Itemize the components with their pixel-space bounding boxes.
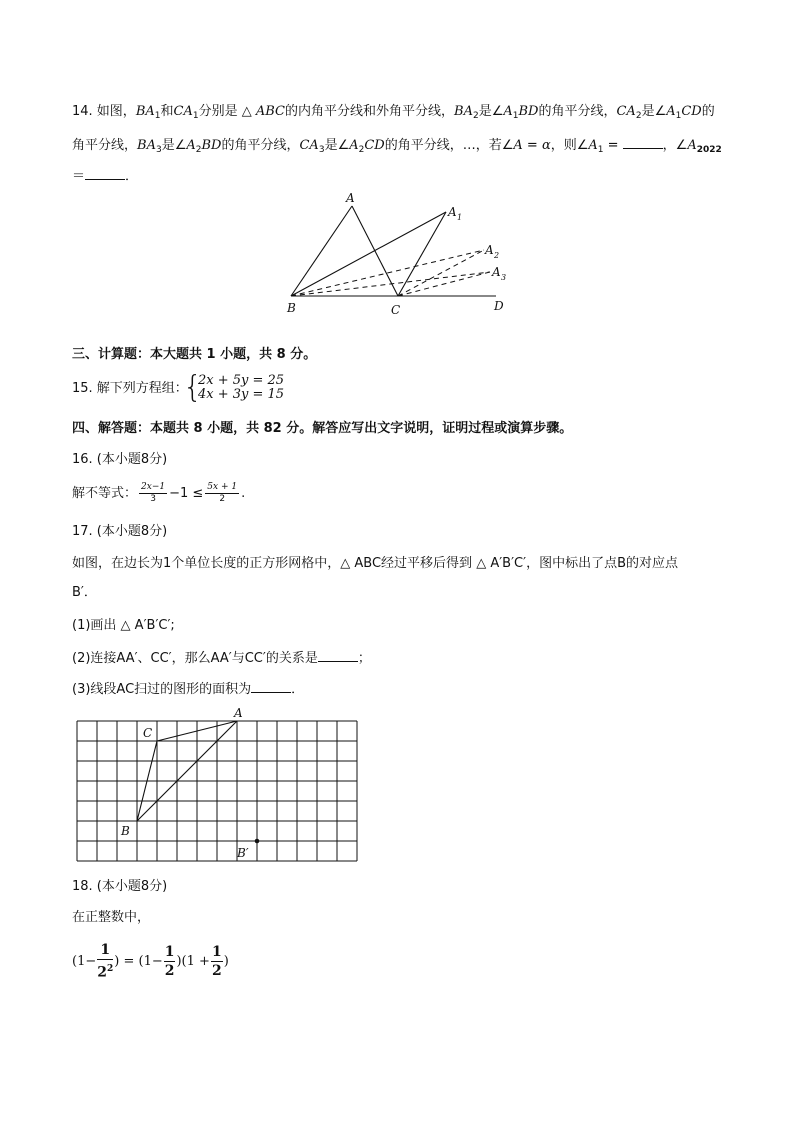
q15-prefix: 15. 解下列方程组： <box>72 381 188 396</box>
q15-equation-1: 2x + 5y = 25 <box>198 373 285 388</box>
segment-BA <box>291 206 352 296</box>
segment-BA3 <box>291 272 490 296</box>
point-B-prime <box>255 839 260 844</box>
q16-inequality: 解不等式： $\frac{2x-1}{3}$ −1 ≤ $\frac{5x + 1}{2}$ . <box>72 482 246 504</box>
q18-heading: 18. (本小题8分) <box>72 879 168 894</box>
answer-blank-area[interactable] <box>251 680 291 693</box>
q17-paragraph-2: B′． <box>72 585 97 600</box>
label-A: A <box>346 191 355 205</box>
label-C: C <box>391 303 401 317</box>
segment-BA2 <box>291 250 484 296</box>
q14-line-1: 14. 如图，$BA_1$和$CA_1$分别是 △ ABC的内角平分线和外角平分线，$BA_2$是$\angle A_1BD$的角平分线，$CA_2$是$\angle A_1CD$的 <box>72 104 715 121</box>
q18-paragraph-1: 在正整数中， <box>72 910 151 925</box>
label-A3-sub: 3 <box>501 273 507 282</box>
figure-17-grid <box>60 703 370 865</box>
label-A3: A <box>492 265 501 279</box>
q17-heading: 17. (本小题8分) <box>72 524 168 539</box>
fraction-right: $\frac{5x + 1}{2}$ <box>207 482 238 504</box>
label-B: B <box>121 824 130 838</box>
label-A2: A <box>485 243 494 257</box>
answer-blank-a2022[interactable] <box>85 167 125 180</box>
label-A: A <box>234 706 243 720</box>
answer-blank-a1[interactable] <box>623 136 663 149</box>
fraction-left: $\frac{2x-1}{3}$ <box>141 482 166 504</box>
section-4-title: 四、解答题：本题共 8 小题，共 82 分。解答应写出文字说明，证明过程或演算步骤。 <box>72 421 573 436</box>
fraction-1-over-2-a: $\frac{1}{2}$ <box>164 944 175 979</box>
label-A1-sub: 1 <box>457 213 463 222</box>
figure-14-angle-bisectors <box>280 188 520 318</box>
q17-paragraph-1: 如图，在边长为1个单位长度的正方形网格中，△ ABC经过平移后得到 △ A′B′C′，图中标出了点B的对应点 <box>72 556 678 571</box>
segment-CA3 <box>398 272 490 296</box>
label-A1: A <box>448 205 457 219</box>
segment-BA1 <box>291 212 446 296</box>
q17-subquestion-2: (2)连接AA′、CC′，那么AA′与CC′的关系是 ； <box>72 651 371 666</box>
answer-blank-relation[interactable] <box>318 649 358 662</box>
q17-subquestion-3: (3)线段AC扫过的图形的面积为 ． <box>72 682 305 697</box>
q18-formula: (1− $\frac{1}{2^2}$ ) = (1− $\frac{1}{2}$ )(1 + $\frac{1}{2}$ ) <box>72 942 229 981</box>
q17-subquestion-1: (1)画出 △ A′B′C′; <box>72 618 175 633</box>
label-B-prime: B′ <box>237 846 249 860</box>
q16-heading: 16. (本小题8分) <box>72 452 168 467</box>
q15-equation-2: 4x + 3y = 15 <box>198 387 285 402</box>
q14-line-3: ＝ ． <box>72 169 139 184</box>
label-B: B <box>287 301 296 315</box>
q14-line-2: 角平分线，$BA_3$是$\angle A_2BD$的角平分线，$CA_3$是$\angle A_2CD$的角平分线，…，若∠A = α，则$\angle A_1$ = ，$\angle A_{2022}$ <box>72 138 722 155</box>
label-C: C <box>143 726 153 740</box>
fraction-1-over-2-b: $\frac{1}{2}$ <box>211 944 222 979</box>
square-grid <box>77 721 357 861</box>
label-A2-sub: 2 <box>494 251 500 260</box>
equation-system-brace: { <box>183 370 203 405</box>
section-3-title: 三、计算题：本大题共 1 小题，共 8 分。 <box>72 347 317 362</box>
label-D: D <box>494 299 504 313</box>
fraction-1-over-2-squared: $\frac{1}{2^2}$ <box>97 942 114 981</box>
